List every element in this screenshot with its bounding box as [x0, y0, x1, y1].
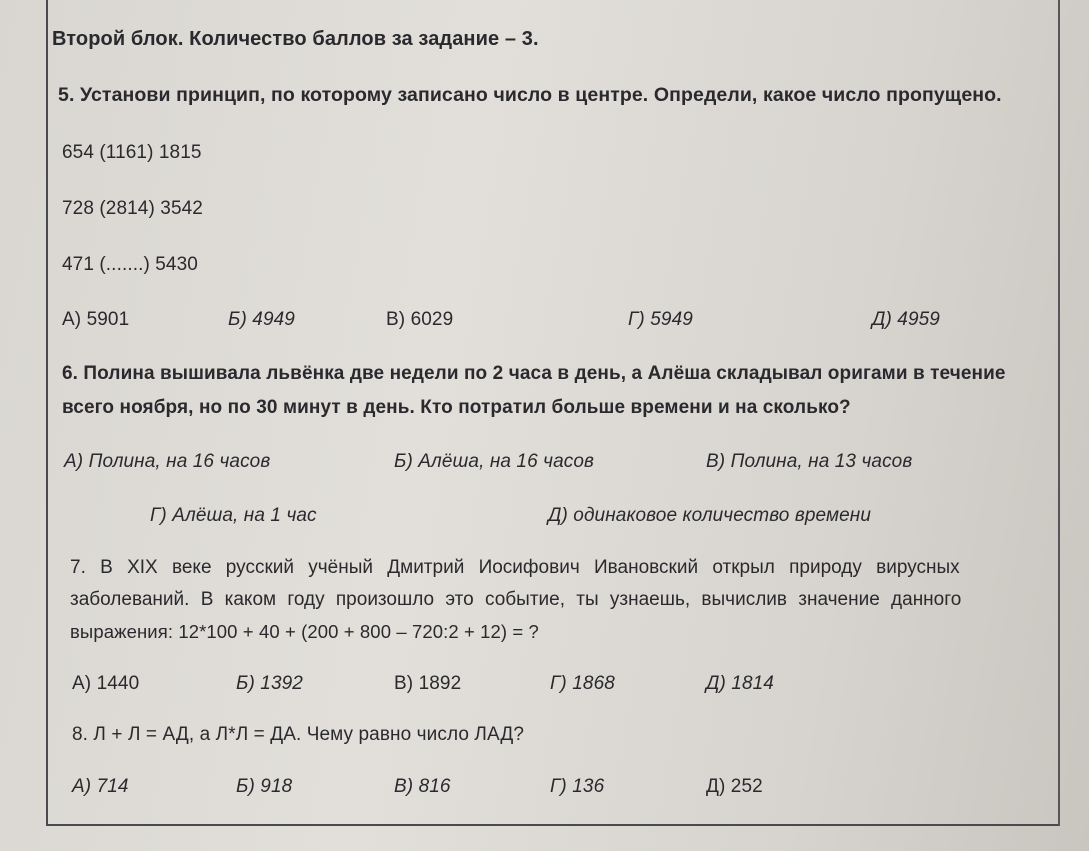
question-5-option-g: Г) 5949 [628, 309, 693, 330]
question-5-option-d: Д) 4959 [872, 309, 940, 330]
question-5-option-b: Б) 4949 [228, 309, 295, 330]
question-5-row-1: 654 (1161) 1815 [62, 142, 202, 163]
question-5-row-3: 471 (.......) 5430 [62, 254, 198, 275]
question-7-option-a: А) 1440 [72, 673, 140, 694]
question-5-option-a: А) 5901 [62, 309, 130, 330]
question-5-option-v: В) 6029 [386, 309, 454, 330]
question-6-option-b: Б) Алёша, на 16 часов [394, 451, 595, 472]
question-8-option-v: В) 816 [394, 776, 451, 797]
question-7-line-3: выражения: 12*100 + 40 + (200 + 800 – 720:2 + 12) = ? [70, 621, 539, 642]
question-7-line-2: заболеваний. В каком году произошло это событие, ты узнаешь, вычислив значение данного [70, 589, 962, 610]
question-7-option-v: В) 1892 [394, 673, 462, 694]
question-5-row-2: 728 (2814) 3542 [62, 198, 203, 219]
question-6-option-d: Д) одинаковое количество времени [548, 505, 872, 526]
question-6-line-1: 6. Полина вышивала львёнка две недели по 2 часа в день, а Алёша складывал оригами в течение [62, 363, 1006, 384]
question-8-option-d: Д) 252 [706, 776, 763, 797]
block-title: Второй блок. Количество баллов за задание – 3. [52, 28, 539, 50]
question-7-option-d: Д) 1814 [706, 673, 774, 694]
question-8-option-g: Г) 136 [550, 776, 605, 797]
question-8-option-b: Б) 918 [236, 776, 293, 797]
question-7-line-1: 7. В XIX веке русский учёный Дмитрий Иосифович Ивановский открыл природу вирусных [70, 557, 960, 578]
question-6-option-v: В) Полина, на 13 часов [706, 451, 913, 472]
question-5-text: 5. Установи принцип, по которому записано число в центре. Определи, какое число пропущено. [58, 84, 1002, 106]
question-6-line-2: всего ноября, но по 30 минут в день. Кто потратил больше времени и на сколько? [62, 397, 851, 418]
question-6-option-g: Г) Алёша, на 1 час [150, 505, 317, 526]
question-8-option-a: А) 714 [72, 776, 129, 797]
question-6-option-a: А) Полина, на 16 часов [64, 451, 271, 472]
question-7-option-b: Б) 1392 [236, 673, 303, 694]
question-7-option-g: Г) 1868 [550, 673, 615, 694]
question-8-text: 8. Л + Л = АД, а Л*Л = ДА. Чему равно число ЛАД? [72, 724, 525, 745]
